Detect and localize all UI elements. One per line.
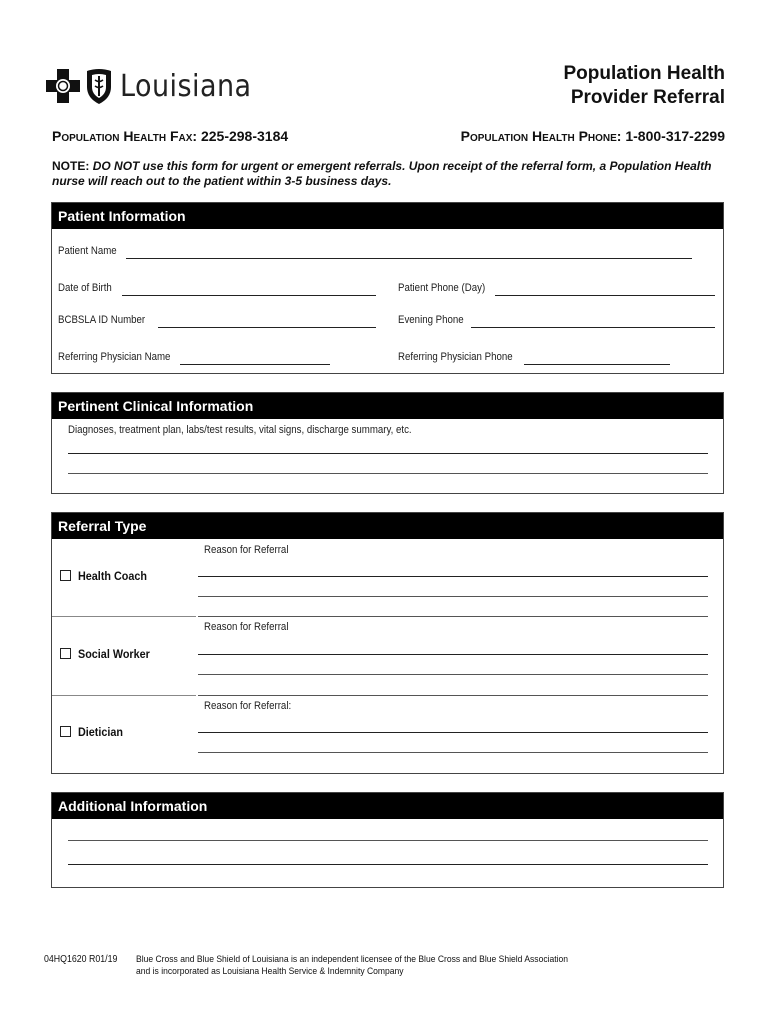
patient-phone-day-label: Patient Phone (Day) bbox=[398, 282, 486, 294]
clinical-line-1[interactable] bbox=[68, 453, 708, 454]
additional-line-2[interactable] bbox=[68, 864, 708, 865]
dietician-reason-line-2[interactable] bbox=[198, 752, 708, 753]
dob-field[interactable] bbox=[122, 295, 376, 296]
evening-phone-field[interactable] bbox=[471, 327, 715, 328]
evening-phone-label: Evening Phone bbox=[398, 314, 464, 326]
reason-label: Reason for Referral bbox=[204, 544, 289, 556]
patient-name-label: Patient Name bbox=[58, 245, 117, 257]
section-heading: Patient Information bbox=[52, 203, 723, 229]
patient-name-field[interactable] bbox=[126, 258, 692, 259]
reason-label: Reason for Referral: bbox=[204, 700, 292, 712]
referral-type-section bbox=[51, 512, 724, 774]
dietician-label: Dietician bbox=[78, 725, 124, 739]
health-coach-checkbox[interactable] bbox=[60, 570, 71, 581]
phone-info bbox=[461, 128, 725, 144]
note-text: DO NOT use this form for urgent or emergent referrals. Upon receipt of the referral form, a Population Health nurse will reach out to the patient within 3-5 business days. bbox=[52, 159, 712, 188]
fax-value: 225-298-3184 bbox=[200, 128, 289, 144]
bcbsla-id-label: BCBSLA ID Number bbox=[58, 314, 146, 326]
fax-info bbox=[52, 128, 288, 144]
section-heading: Additional Information bbox=[52, 793, 723, 819]
social-worker-label: Social Worker bbox=[78, 647, 150, 661]
divider bbox=[52, 695, 196, 696]
clinical-information-section bbox=[51, 392, 724, 494]
footer-disclaimer bbox=[136, 954, 604, 978]
patient-information-section bbox=[51, 202, 724, 374]
form-code: 04HQ1620 R01/19 bbox=[44, 954, 118, 965]
patient-phone-day-field[interactable] bbox=[495, 295, 715, 296]
section-heading: Pertinent Clinical Information bbox=[52, 393, 723, 419]
social-worker-checkbox[interactable] bbox=[60, 648, 71, 659]
health-coach-reason-line-1[interactable] bbox=[198, 576, 708, 577]
form-title bbox=[564, 62, 726, 110]
referring-physician-field[interactable] bbox=[180, 364, 330, 365]
social-worker-reason-line-3[interactable] bbox=[198, 695, 708, 696]
additional-line-1[interactable] bbox=[68, 840, 708, 841]
phone-label: Population Health Phone: bbox=[460, 128, 622, 144]
bcbs-logo bbox=[46, 66, 266, 106]
dietician-checkbox[interactable] bbox=[60, 726, 71, 737]
divider bbox=[52, 616, 196, 617]
clinical-line-2[interactable] bbox=[68, 473, 708, 474]
referring-physician-label: Referring Physician Name bbox=[58, 351, 171, 363]
clinical-hint: Diagnoses, treatment plan, labs/test results, vital signs, discharge summary, etc. bbox=[68, 424, 412, 436]
bcbsla-id-field[interactable] bbox=[158, 327, 376, 328]
title-line-2: Provider Referral bbox=[570, 87, 725, 108]
dob-label: Date of Birth bbox=[58, 282, 112, 294]
logo-text: Louisiana bbox=[120, 68, 252, 104]
health-coach-reason-line-3[interactable] bbox=[198, 616, 708, 617]
note-prefix: NOTE: bbox=[52, 159, 90, 173]
dietician-reason-line-1[interactable] bbox=[198, 732, 708, 733]
social-worker-reason-line-2[interactable] bbox=[198, 674, 708, 675]
note bbox=[52, 159, 722, 189]
phone-value: 1-800-317-2299 bbox=[625, 128, 725, 144]
health-coach-label: Health Coach bbox=[78, 569, 148, 583]
footer-line-2: and is incorporated as Louisiana Health Service & Indemnity Company bbox=[136, 966, 404, 977]
blue-cross-icon bbox=[46, 69, 80, 103]
referring-physician-phone-label: Referring Physician Phone bbox=[398, 351, 513, 363]
blue-shield-icon bbox=[84, 67, 114, 105]
social-worker-reason-line-1[interactable] bbox=[198, 654, 708, 655]
reason-label: Reason for Referral bbox=[204, 621, 289, 633]
additional-information-section bbox=[51, 792, 724, 888]
health-coach-reason-line-2[interactable] bbox=[198, 596, 708, 597]
section-heading: Referral Type bbox=[52, 513, 723, 539]
referring-physician-phone-field[interactable] bbox=[524, 364, 670, 365]
title-line-1: Population Health bbox=[563, 63, 725, 84]
footer-line-1: Blue Cross and Blue Shield of Louisiana is an independent licensee of the Blue Cross and Blue Shield Association bbox=[136, 954, 569, 965]
fax-label: Population Health Fax: bbox=[52, 128, 198, 144]
